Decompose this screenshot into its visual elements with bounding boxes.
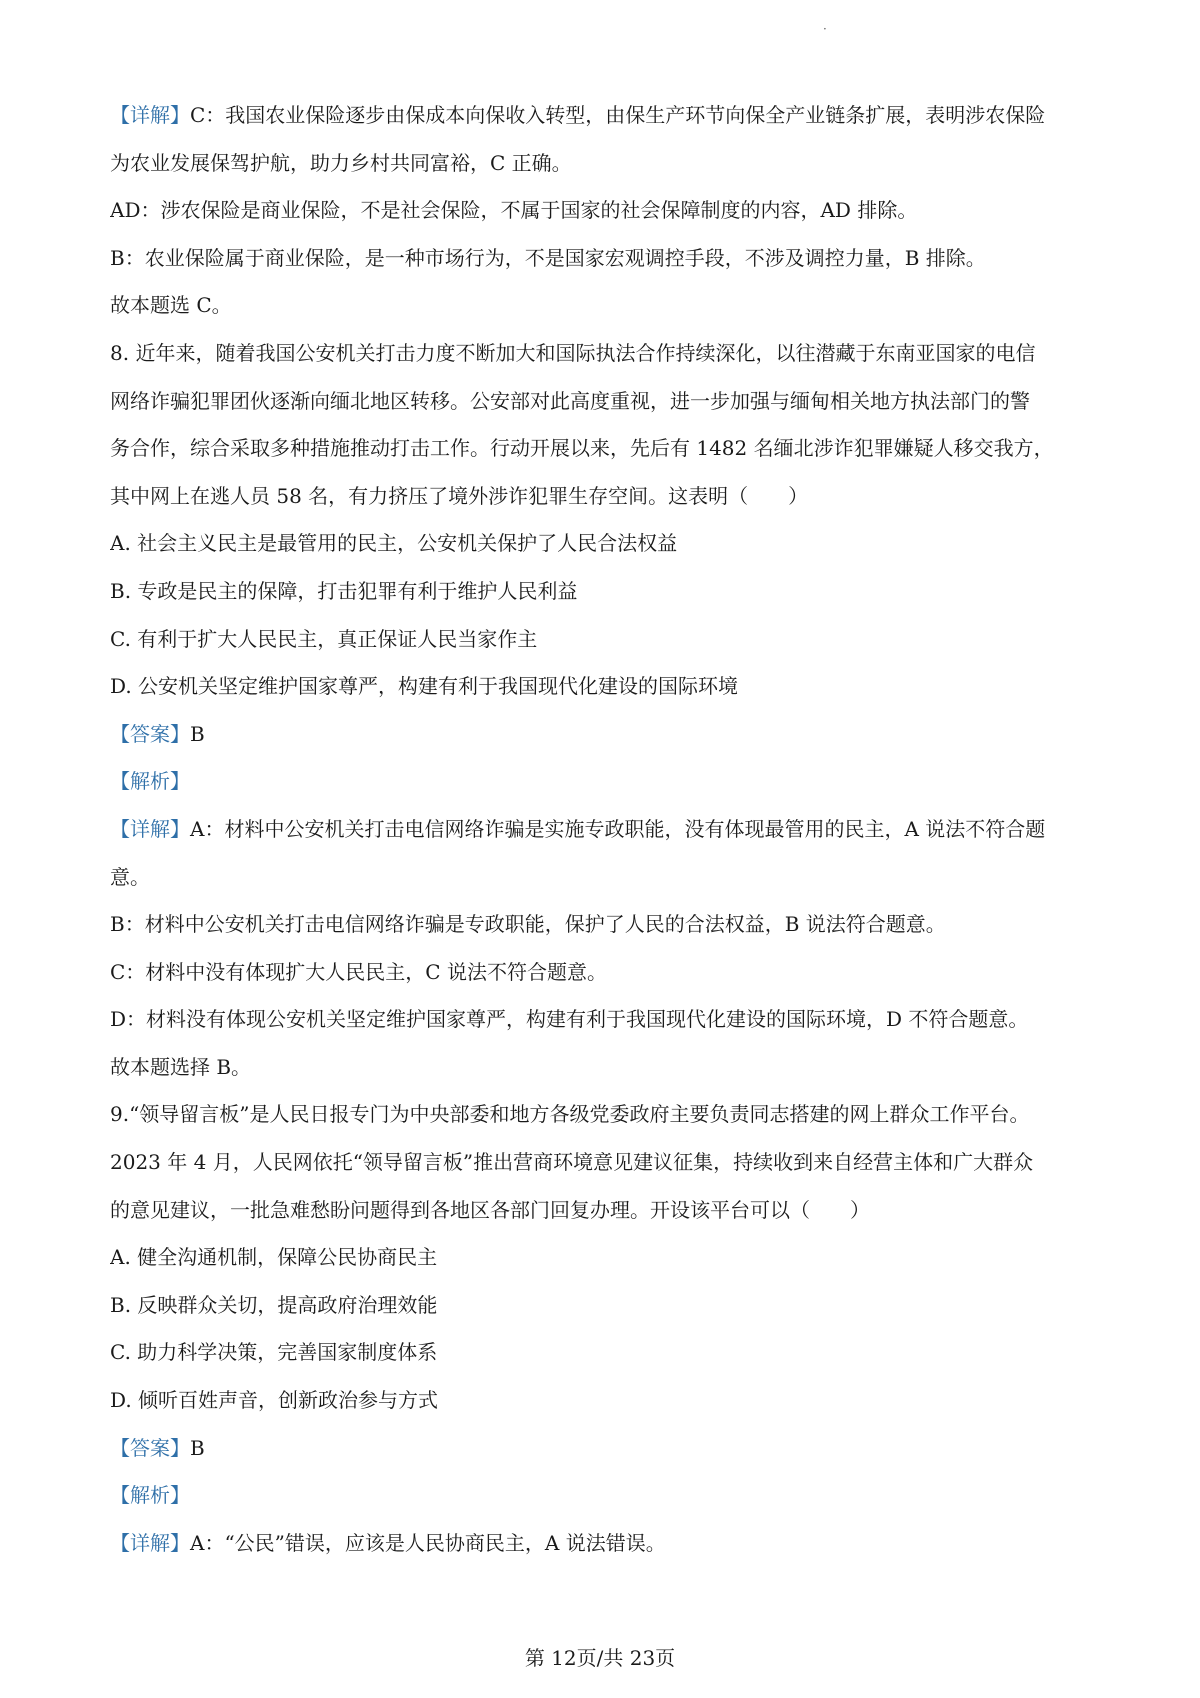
q8-detail-a-line-2: 意。 [110, 864, 150, 889]
q9-option-c: C. 助力科学决策，完善国家制度体系 [110, 1340, 438, 1365]
detail-label: 【详解】 [110, 103, 190, 127]
q8-detail-c: C：材料中没有体现扩大人民民主，C 说法不符合题意。 [110, 959, 607, 984]
q7-conclusion: 故本题选 C。 [110, 293, 232, 318]
q8-option-c: C. 有利于扩大人民民主，真正保证人民当家作主 [110, 626, 538, 651]
document-body [110, 92, 1100, 1567]
page-footer: 第 12页/共 23页 [524, 1646, 676, 1670]
q8-conclusion: 故本题选择 B。 [110, 1054, 252, 1079]
q8-option-a: A. 社会主义民主是最管用的民主，公安机关保护了人民合法权益 [110, 531, 678, 556]
q9-option-b: B. 反映群众关切，提高政府治理效能 [110, 1292, 438, 1317]
detail-label: 【详解】 [110, 1530, 190, 1555]
q7-detail-line-2: 为农业发展保驾护航，助力乡村共同富裕，C 正确。 [110, 150, 572, 175]
q8-stem-line-3: 务合作，综合采取多种措施推动打击工作。行动开展以来，先后有 1482 名缅北涉诈犯罪嫌疑人移交我方， [110, 436, 1054, 461]
q8-stem-line-2: 网络诈骗犯罪团伙逐渐向缅北地区转移。公安部对此高度重视，进一步加强与缅甸相关地方执法部门的警 [110, 388, 1030, 413]
answer-value: B [190, 721, 205, 746]
q9-analysis-label: 【解析】 [110, 1483, 190, 1508]
q9-stem-line-3: 的意见建议，一批急难愁盼问题得到各地区各部门回复办理。开设该平台可以（ ） [110, 1197, 870, 1222]
q8-detail-d: D：材料没有体现公安机关坚定维护国家尊严，构建有利于我国现代化建设的国际环境，D 不符合题意。 [110, 1007, 1029, 1032]
q9-detail-a: 【详解】A：“公民”错误，应该是人民协商民主，A 说法错误。 [110, 1530, 666, 1555]
q8-stem-line-1: 8. 近年来，随着我国公安机关打击力度不断加大和国际执法合作持续深化，以往潜藏于东南亚国家的电信 [110, 340, 1036, 365]
q8-detail-a-line-1: 【详解】A：材料中公安机关打击电信网络诈骗是实施专政职能，没有体现最管用的民主，A 说法不符合题 [110, 816, 1046, 841]
q7-detail-line-1: 【详解】C：我国农业保险逐步由保成本向保收入转型，由保生产环节向保全产业链条扩展，表明涉农保险 [110, 103, 1046, 127]
q7-detail-ad: AD：涉农保险是商业保险，不是社会保险，不属于国家的社会保障制度的内容，AD 排除。 [110, 198, 918, 223]
q8-option-b: B. 专政是民主的保障，打击犯罪有利于维护人民利益 [110, 578, 578, 603]
q8-stem-line-4: 其中网上在逃人员 58 名，有力挤压了境外涉诈犯罪生存空间。这表明（ ） [110, 483, 809, 508]
q9-option-a: A. 健全沟通机制，保障公民协商民主 [110, 1245, 438, 1270]
answer-label: 【答案】 [110, 1435, 190, 1460]
q8-answer [110, 711, 1100, 759]
q8-detail-b: B：材料中公安机关打击电信网络诈骗是专政职能，保护了人民的合法权益，B 说法符合题意。 [110, 912, 946, 937]
answer-label: 【答案】 [110, 721, 190, 746]
header-mark: · [823, 22, 827, 36]
detail-label: 【详解】 [110, 816, 190, 841]
q8-option-d: D. 公安机关坚定维护国家尊严，构建有利于我国现代化建设的国际环境 [110, 674, 739, 699]
q8-analysis-label: 【解析】 [110, 769, 190, 794]
q9-option-d: D. 倾听百姓声音，创新政治参与方式 [110, 1388, 439, 1413]
q7-detail-b: B：农业保险属于商业保险，是一种市场行为，不是国家宏观调控手段，不涉及调控力量，B 排除。 [110, 245, 986, 270]
q9-stem-line-1: 9.“领导留言板”是人民日报专门为中央部委和地方各级党委政府主要负责同志搭建的网上群众工作平台。 [110, 1102, 1030, 1127]
answer-value: B [190, 1435, 205, 1460]
q9-answer [110, 1425, 1100, 1473]
q9-stem-line-2: 2023 年 4 月，人民网依托“领导留言板”推出营商环境意见建议征集，持续收到来自经营主体和广大群众 [110, 1150, 1034, 1175]
